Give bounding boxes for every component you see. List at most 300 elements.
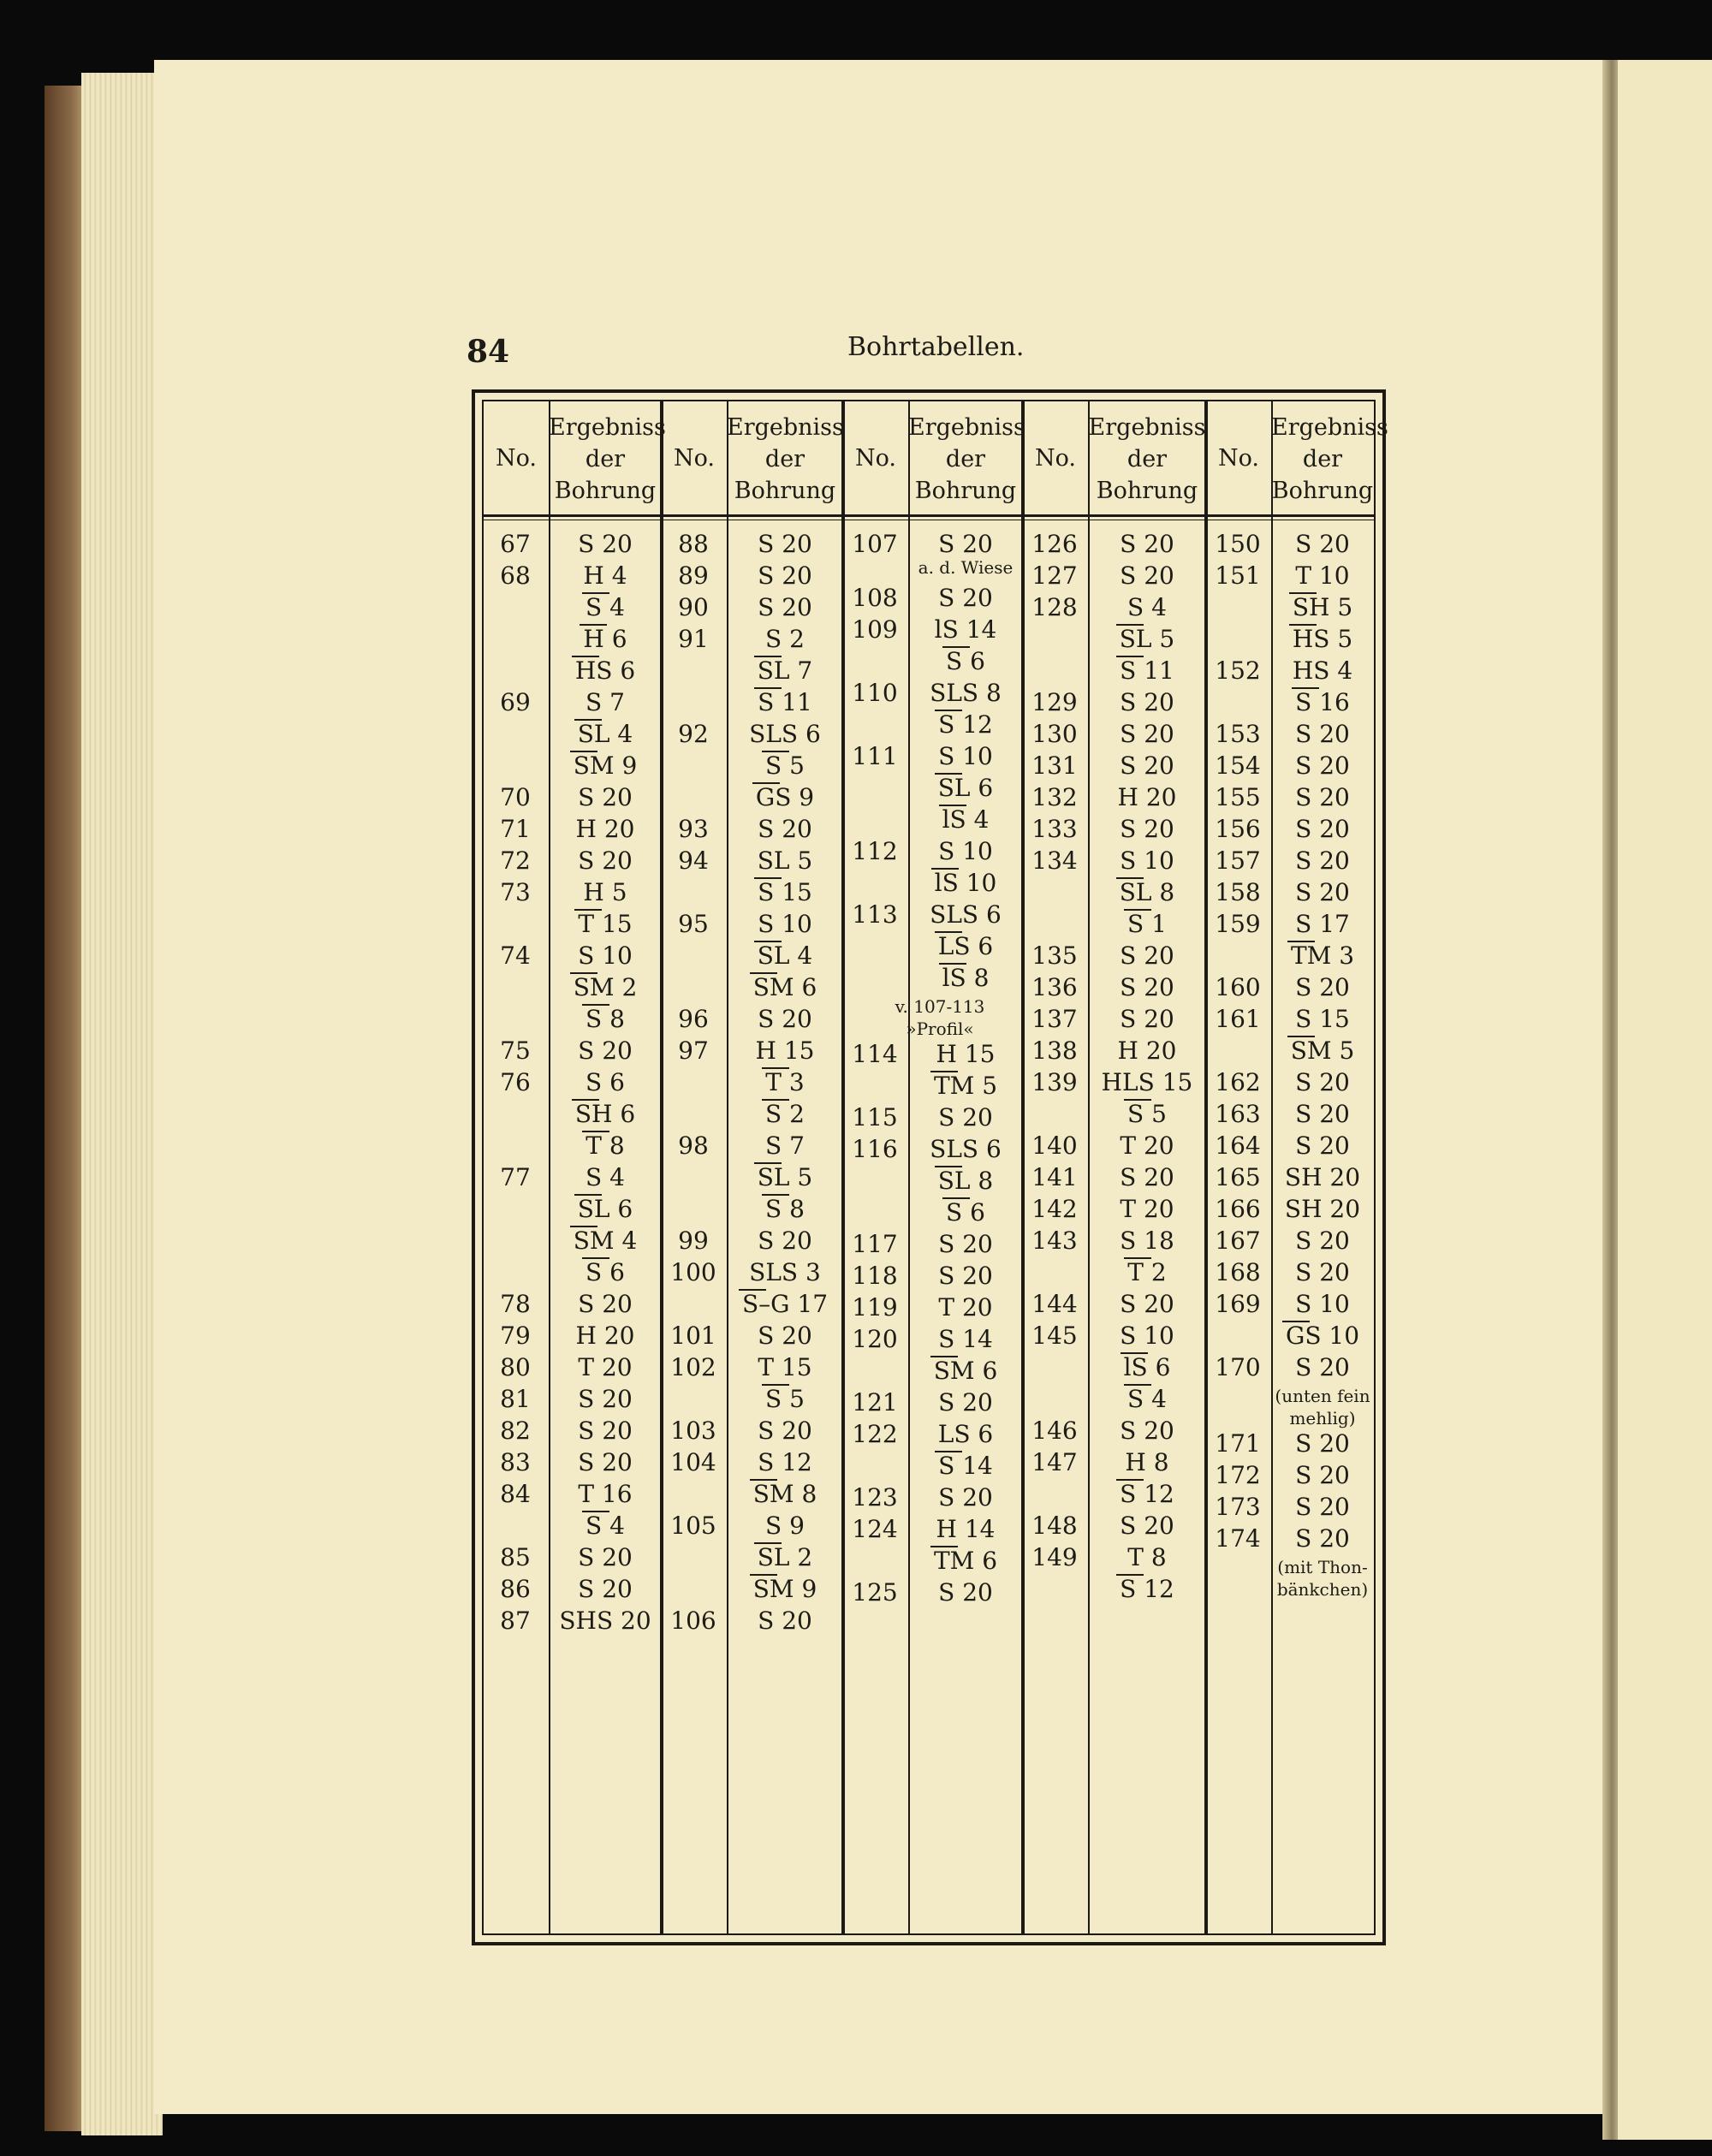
result-text: S 15 <box>758 878 812 906</box>
boring-result-line <box>730 973 840 1001</box>
row-number: 127 <box>1031 561 1078 590</box>
result-text: S 20 <box>1295 1428 1350 1458</box>
boring-result-line <box>1275 1493 1370 1521</box>
row-number: 91 <box>678 625 709 653</box>
boring-result-line <box>552 720 658 748</box>
row-number: 130 <box>1031 720 1078 748</box>
result-text: S 12 <box>1120 1480 1174 1508</box>
result-text: SM 8 <box>752 1480 817 1508</box>
row-note: bänkchen) <box>1276 1578 1369 1600</box>
result-text: H 20 <box>575 815 635 843</box>
result-text: S 20 <box>1120 561 1174 590</box>
boring-result-line <box>552 1543 658 1571</box>
boring-result-line <box>1275 1429 1370 1458</box>
boring-result-line <box>730 1575 840 1603</box>
result-text: S 4 <box>1127 1385 1167 1413</box>
row-number: 104 <box>670 1448 716 1476</box>
row-number: 140 <box>1031 1131 1078 1160</box>
row-number: 141 <box>1031 1163 1078 1191</box>
row-number: 153 <box>1215 720 1261 748</box>
boring-result-line <box>552 1385 658 1413</box>
result-text: S 12 <box>758 1448 812 1476</box>
result-text: S 20 <box>758 1417 812 1445</box>
result-text: S 1 <box>1127 910 1167 938</box>
result-text: S 4 <box>1127 593 1167 621</box>
result-text: H 20 <box>1117 1036 1177 1065</box>
boring-result-line <box>552 751 658 780</box>
boring-result-line <box>1091 1100 1203 1128</box>
row-number: 101 <box>670 1322 716 1350</box>
result-text: S 20 <box>578 530 633 558</box>
result-text: S 20 <box>758 561 812 590</box>
row-number: 171 <box>1215 1428 1261 1458</box>
boring-result-line <box>552 941 658 970</box>
boring-result-line <box>730 1100 840 1128</box>
boring-result-line <box>552 688 658 716</box>
result-text: S 20 <box>938 583 993 612</box>
boring-result-line <box>1091 846 1203 875</box>
result-text: S–G 17 <box>741 1290 829 1318</box>
result-text: S 10 <box>758 910 812 938</box>
result-text: SL 4 <box>577 720 633 748</box>
row-number: 80 <box>500 1353 531 1381</box>
row-note: mehlig) <box>1289 1407 1356 1428</box>
row-number: 70 <box>500 783 531 811</box>
boring-result-line <box>1275 530 1370 558</box>
row-number: 133 <box>1031 815 1078 843</box>
boring-result-line <box>552 1512 658 1540</box>
row-number: 93 <box>678 815 709 843</box>
boring-result-line <box>1275 656 1370 685</box>
result-text: S 6 <box>946 1197 985 1226</box>
boring-result-line <box>1091 1480 1203 1508</box>
result-text: S 10 <box>1120 846 1174 875</box>
boring-result-line <box>912 1135 1019 1163</box>
result-text: S 20 <box>758 1226 812 1255</box>
row-number: 167 <box>1215 1226 1261 1255</box>
result-text: S 20 <box>578 1417 633 1445</box>
boring-result-line <box>1275 1258 1370 1286</box>
boring-result-line <box>730 783 840 811</box>
result-text: GS 10 <box>1285 1322 1360 1350</box>
result-text: S 20 <box>1295 720 1350 748</box>
boring-result-line <box>1091 1258 1203 1286</box>
row-number: 112 <box>852 836 898 865</box>
row-number: 103 <box>670 1417 716 1445</box>
row-number: 132 <box>1031 783 1078 811</box>
row-number: 131 <box>1031 751 1078 780</box>
result-text: S 7 <box>765 1131 805 1160</box>
column-header-line: Bohrung <box>554 478 657 504</box>
column-header-line: Ergebniss <box>908 414 1025 441</box>
boring-result-line <box>912 1103 1019 1131</box>
result-text: S 20 <box>758 815 812 843</box>
result-text: S 11 <box>758 688 812 716</box>
result-text: T 20 <box>1120 1131 1174 1160</box>
result-text: T 20 <box>938 1292 993 1322</box>
boring-result-line <box>912 1325 1019 1353</box>
boring-result-line <box>1275 1100 1370 1128</box>
boring-result-line <box>912 615 1019 644</box>
boring-result-line <box>1275 1036 1370 1065</box>
row-number: 160 <box>1215 973 1261 1001</box>
result-text: lS 8 <box>942 963 990 992</box>
boring-result-line <box>552 973 658 1001</box>
result-text: S 20 <box>938 1261 993 1290</box>
column-header-line: Ergebniss <box>1088 414 1206 441</box>
row-number: 170 <box>1215 1353 1261 1381</box>
row-number: 97 <box>678 1036 709 1065</box>
boring-result-line <box>1275 625 1370 653</box>
result-text: S 20 <box>1120 751 1174 780</box>
row-number: 73 <box>500 878 531 906</box>
result-text: S 20 <box>1295 1100 1350 1128</box>
boring-result-line <box>730 815 840 843</box>
boring-result-line <box>1275 1163 1370 1191</box>
result-text: S 20 <box>578 1575 633 1603</box>
boring-result-line <box>552 1607 658 1635</box>
boring-result-line <box>730 530 840 558</box>
boring-result-line <box>730 1005 840 1033</box>
result-text: S 20 <box>1120 688 1174 716</box>
result-text: SM 6 <box>933 1356 998 1385</box>
result-text: S 18 <box>1120 1226 1174 1255</box>
boring-result-line <box>730 941 840 970</box>
boring-result-line <box>552 561 658 590</box>
row-note: (mit Thon- <box>1277 1556 1368 1577</box>
boring-result-line <box>1091 783 1203 811</box>
result-text: S 10 <box>1295 1290 1350 1318</box>
row-number: 110 <box>852 678 898 707</box>
row-number: 125 <box>852 1577 898 1607</box>
row-number: 69 <box>500 688 531 716</box>
result-text: S 20 <box>938 1482 993 1512</box>
boring-result-line <box>912 900 1019 929</box>
boring-result-line <box>912 1483 1019 1512</box>
row-number: 128 <box>1031 593 1078 621</box>
result-text: lS 10 <box>934 868 997 897</box>
row-number: 129 <box>1031 688 1078 716</box>
row-number: 164 <box>1215 1131 1261 1160</box>
result-text: SL 5 <box>1119 625 1175 653</box>
boring-result-line <box>1091 530 1203 558</box>
result-text: SLS 6 <box>930 1134 1002 1163</box>
row-number: 120 <box>852 1324 898 1353</box>
boring-result-line <box>912 647 1019 675</box>
boring-result-line <box>1091 1131 1203 1160</box>
row-number: 121 <box>852 1387 898 1417</box>
boring-result-line <box>730 1195 840 1223</box>
boring-result-line <box>1091 941 1203 970</box>
boring-result-line <box>730 1512 840 1540</box>
result-text: lS 4 <box>942 805 990 834</box>
result-text: SM 9 <box>752 1575 817 1603</box>
row-number: 134 <box>1031 846 1078 875</box>
boring-result-line <box>552 1480 658 1508</box>
boring-result-line <box>912 584 1019 612</box>
result-text: H 20 <box>1117 783 1177 811</box>
boring-result-line <box>552 1068 658 1096</box>
result-text: SLS 3 <box>749 1258 821 1286</box>
result-text: S 20 <box>1295 751 1350 780</box>
boring-result-line <box>552 878 658 906</box>
row-note: (unten fein <box>1275 1386 1370 1406</box>
boring-result-line <box>730 1417 840 1445</box>
result-text: S 20 <box>1295 1226 1350 1255</box>
boring-result-line <box>552 593 658 621</box>
result-text: S 20 <box>1120 815 1174 843</box>
boring-result-line <box>1275 593 1370 621</box>
row-number: 96 <box>678 1005 709 1033</box>
boring-result-line <box>552 1290 658 1318</box>
result-text: S 20 <box>578 783 633 811</box>
result-text: S 20 <box>758 1322 812 1350</box>
result-text: S 20 <box>578 1385 633 1413</box>
boring-result-line <box>730 1607 840 1635</box>
boring-result-line <box>1091 1543 1203 1571</box>
boring-result-line <box>552 1258 658 1286</box>
result-text: SH 6 <box>574 1100 636 1128</box>
row-number: 137 <box>1031 1005 1078 1033</box>
column-header-line: der <box>585 446 626 472</box>
boring-result-line <box>552 846 658 875</box>
result-text: S 20 <box>1295 878 1350 906</box>
result-text: S 20 <box>938 530 993 558</box>
row-number: 155 <box>1215 783 1261 811</box>
row-number: 146 <box>1031 1417 1078 1445</box>
result-text: S 20 <box>1295 973 1350 1001</box>
column-header-line: Bohrung <box>914 478 1017 504</box>
boring-result-line <box>730 1353 840 1381</box>
boring-result-line <box>1091 688 1203 716</box>
row-number: 90 <box>678 593 709 621</box>
row-number: 89 <box>678 561 709 590</box>
result-text: HS 5 <box>1292 625 1353 653</box>
result-text: T 10 <box>1295 561 1350 590</box>
row-number: 124 <box>852 1514 898 1543</box>
result-text: H 8 <box>1125 1448 1169 1476</box>
row-number: 100 <box>670 1258 716 1286</box>
boring-result-line <box>552 530 658 558</box>
row-number: 161 <box>1215 1005 1261 1033</box>
row-number: 83 <box>500 1448 531 1476</box>
boring-result-line <box>912 1230 1019 1258</box>
result-text: SM 6 <box>752 973 817 1001</box>
boring-result-line <box>730 1480 840 1508</box>
result-text: S 20 <box>1295 1492 1350 1521</box>
result-text: SH 5 <box>1292 593 1353 621</box>
result-text: T 3 <box>765 1068 805 1096</box>
no-column-divider <box>1271 401 1273 1933</box>
boring-result-line <box>1275 720 1370 748</box>
column-header-no: No. <box>1218 445 1259 472</box>
row-number: 148 <box>1031 1512 1078 1540</box>
result-text: SL 5 <box>757 846 813 875</box>
result-text: SL 6 <box>577 1195 633 1223</box>
column-header-line: Ergebniss <box>549 414 666 441</box>
row-number: 113 <box>852 900 898 929</box>
result-text: S 2 <box>765 1100 805 1128</box>
result-text: S 20 <box>938 1387 993 1417</box>
boring-result-line <box>730 720 840 748</box>
column-header-line: Bohrung <box>1271 478 1374 504</box>
boring-result-line <box>912 1198 1019 1226</box>
boring-result-line <box>1275 1131 1370 1160</box>
boring-result-line <box>730 1131 840 1160</box>
result-text: SHS 20 <box>559 1607 651 1635</box>
boring-result-line <box>912 774 1019 802</box>
boring-result-line <box>1091 1290 1203 1318</box>
row-number: 159 <box>1215 910 1261 938</box>
no-column-divider <box>1088 401 1090 1933</box>
row-number: 149 <box>1031 1543 1078 1571</box>
result-text: S 20 <box>1295 1523 1350 1553</box>
column-header-no: No. <box>1035 445 1076 472</box>
boring-result-line <box>1275 941 1370 970</box>
result-text: SM 4 <box>573 1226 638 1255</box>
boring-result-line <box>1275 878 1370 906</box>
boring-result-line <box>1091 625 1203 653</box>
result-text: S 14 <box>938 1451 993 1480</box>
boring-result-line <box>730 1448 840 1476</box>
result-text: S 20 <box>1120 973 1174 1001</box>
result-text: S 20 <box>758 530 812 558</box>
result-text: SLS 8 <box>930 678 1002 707</box>
boring-result-line <box>1275 561 1370 590</box>
boring-result-line <box>912 805 1019 834</box>
result-text: H 15 <box>755 1036 815 1065</box>
boring-result-line <box>552 1448 658 1476</box>
result-text: S 4 <box>586 1163 625 1191</box>
boring-result-line <box>552 815 658 843</box>
boring-result-line <box>912 742 1019 770</box>
result-text: HS 4 <box>1292 656 1353 685</box>
boring-result-line <box>552 656 658 685</box>
row-number: 108 <box>852 583 898 612</box>
row-number: 139 <box>1031 1068 1078 1096</box>
boring-result-line <box>1091 1385 1203 1413</box>
boring-result-line <box>552 1005 658 1033</box>
row-number: 174 <box>1215 1523 1261 1553</box>
result-text: S 20 <box>1295 1460 1350 1489</box>
result-text: S 6 <box>586 1258 625 1286</box>
result-text: S 20 <box>1295 1068 1350 1096</box>
boring-result-line <box>1091 1226 1203 1255</box>
result-text: S 20 <box>1295 846 1350 875</box>
row-number: 166 <box>1215 1195 1261 1223</box>
boring-result-line <box>552 1575 658 1603</box>
boring-result-line <box>1275 1461 1370 1489</box>
row-number: 150 <box>1215 530 1261 558</box>
result-text: LS 6 <box>937 1419 994 1448</box>
result-text: H 20 <box>575 1322 635 1350</box>
result-text: S 20 <box>578 1036 633 1065</box>
boring-result-line <box>912 1452 1019 1480</box>
result-text: SLS 6 <box>930 900 1002 929</box>
row-number: 99 <box>678 1226 709 1255</box>
column-header-result <box>727 412 843 507</box>
column-header-result <box>908 412 1023 507</box>
row-number: 119 <box>852 1292 898 1322</box>
boring-result-line <box>552 783 658 811</box>
boring-result-line <box>1091 1036 1203 1065</box>
result-text: S 20 <box>1120 1005 1174 1033</box>
row-number: 98 <box>678 1131 709 1160</box>
result-text: SL 5 <box>757 1163 813 1191</box>
row-note: a. d. Wiese <box>918 557 1014 579</box>
boring-result-line <box>1091 1068 1203 1096</box>
row-number: 106 <box>670 1607 716 1635</box>
result-text: S 6 <box>946 646 985 675</box>
result-text: SM 9 <box>573 751 638 780</box>
column-header-result <box>1088 412 1206 507</box>
result-text: SL 6 <box>937 773 994 802</box>
boring-result-line <box>1091 1195 1203 1223</box>
result-text: S 20 <box>758 1607 812 1635</box>
row-number: 138 <box>1031 1036 1078 1065</box>
boring-result-line <box>1091 973 1203 1001</box>
boring-result-line <box>552 625 658 653</box>
row-number: 147 <box>1031 1448 1078 1476</box>
boring-result-line <box>1091 1448 1203 1476</box>
boring-result-line <box>912 837 1019 865</box>
facing-page-edge <box>1618 60 1712 2140</box>
boring-result-line <box>1275 973 1370 1001</box>
row-number: 116 <box>852 1134 898 1163</box>
boring-result-line <box>1091 1512 1203 1540</box>
boring-result-line <box>730 1290 840 1318</box>
result-text: S 4 <box>586 593 625 621</box>
result-text: lS 6 <box>1123 1353 1171 1381</box>
boring-result-line <box>1275 1290 1370 1318</box>
row-number: 82 <box>500 1417 531 1445</box>
boring-result-line <box>552 1036 658 1065</box>
row-number: 75 <box>500 1036 531 1065</box>
result-text: T 15 <box>578 910 633 938</box>
boring-result-line <box>912 1388 1019 1417</box>
boring-result-line <box>912 1072 1019 1100</box>
result-text: S 6 <box>586 1068 625 1096</box>
row-number: 123 <box>852 1482 898 1512</box>
row-number: 114 <box>852 1039 898 1068</box>
row-number: 71 <box>500 815 531 843</box>
boring-result-line <box>912 530 1019 558</box>
row-number: 154 <box>1215 751 1261 780</box>
result-text: S 20 <box>1120 530 1174 558</box>
boring-result-line <box>1091 593 1203 621</box>
result-text: HS 6 <box>574 656 636 685</box>
result-text: S 20 <box>1120 1163 1174 1191</box>
boring-result-line <box>552 1100 658 1128</box>
row-number: 136 <box>1031 973 1078 1001</box>
row-number: 118 <box>852 1261 898 1290</box>
result-text: S 20 <box>758 593 812 621</box>
boring-result-line <box>1091 910 1203 938</box>
boring-result-line <box>1275 688 1370 716</box>
boring-result-line <box>1275 910 1370 938</box>
column-header-result <box>1271 412 1388 507</box>
result-text: SL 7 <box>757 656 813 685</box>
row-number: 105 <box>670 1512 716 1540</box>
result-text: SLS 6 <box>749 720 821 748</box>
boring-result-line <box>1275 783 1370 811</box>
boring-result-line <box>1091 656 1203 685</box>
column-header-line: Ergebniss <box>727 414 844 441</box>
result-text: S 8 <box>765 1195 805 1223</box>
result-text: S 20 <box>578 1290 633 1318</box>
row-number: 115 <box>852 1102 898 1131</box>
column-header-line: Bohrung <box>734 478 836 504</box>
